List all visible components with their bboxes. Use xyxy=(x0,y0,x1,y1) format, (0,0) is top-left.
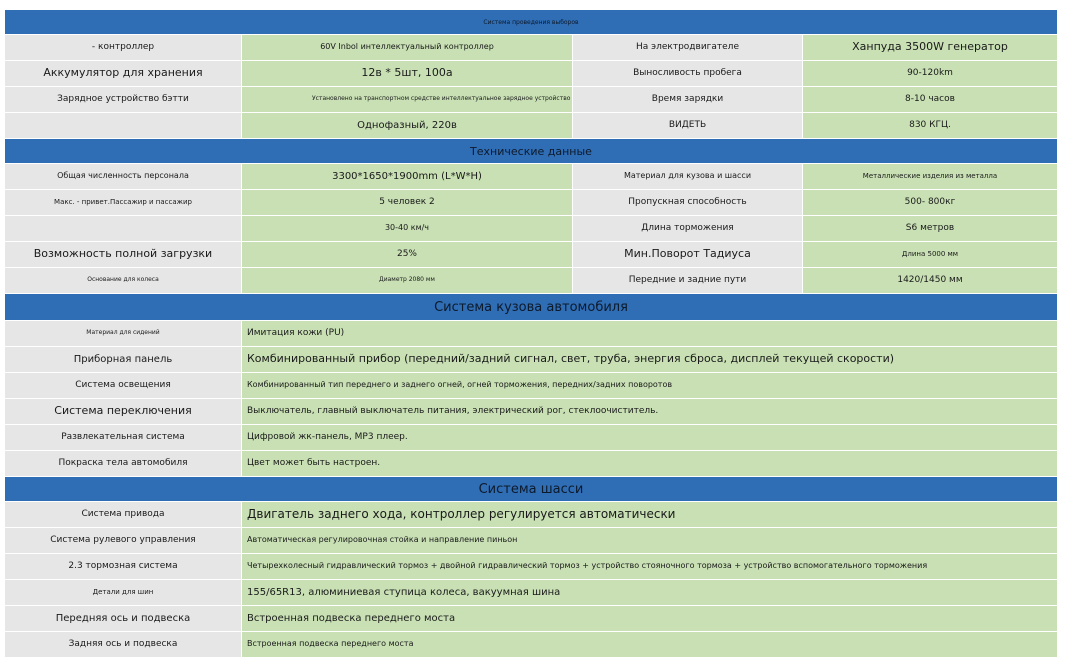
row-label: ВИДЕТЬ xyxy=(573,113,803,138)
table-row xyxy=(5,35,1057,61)
row-value: Выключатель, главный выключатель питания, электрический рог, стеклоочиститель. xyxy=(242,399,1057,424)
row-label: Мин.Поворот Тадиуса xyxy=(573,242,803,267)
row-label xyxy=(5,113,242,138)
row-value: 3300*1650*1900mm (L*W*H) xyxy=(242,164,573,189)
row-label xyxy=(5,216,242,241)
section-header-technical: Технические данные xyxy=(5,139,1057,164)
row-label: Материал для кузова и шасси xyxy=(573,164,803,189)
table-row xyxy=(5,580,1057,606)
table-row xyxy=(5,425,1057,451)
row-label: Развлекательная система xyxy=(5,425,242,450)
row-value: Однофазный, 220в xyxy=(242,113,573,138)
row-value: Ханпуда 3500W генератор xyxy=(803,35,1057,60)
table-row xyxy=(5,113,1057,139)
row-value: Встроенная подвеска переднего моста xyxy=(242,606,1057,631)
row-value: 30-40 км/ч xyxy=(242,216,573,241)
row-label: Система переключения xyxy=(5,399,242,424)
row-label: Возможность полной загрузки xyxy=(5,242,242,267)
row-value: 90-120km xyxy=(803,61,1057,86)
section-header-electrical: Система проведения выборов xyxy=(5,10,1057,35)
row-value: Длина 5000 мм xyxy=(803,242,1057,267)
row-label: Пропускная способность xyxy=(573,190,803,215)
row-label: Материал для сидений xyxy=(5,321,242,346)
row-value: Встроенная подвеска переднего моста xyxy=(242,632,1057,657)
table-row xyxy=(5,528,1057,554)
row-label: Задняя ось и подвеска xyxy=(5,632,242,657)
row-label: Система освещения xyxy=(5,373,242,398)
spec-table xyxy=(5,10,1057,658)
row-value: 155/65R13, алюминиевая ступица колеса, вакуумная шина xyxy=(242,580,1057,605)
row-label: Передняя ось и подвеска xyxy=(5,606,242,631)
row-value: Цвет может быть настроен. xyxy=(242,451,1057,476)
table-row xyxy=(5,216,1057,242)
row-value: Автоматическая регулировочная стойка и направление пиньон xyxy=(242,528,1057,553)
row-label: Время зарядки xyxy=(573,87,803,112)
row-value: 5 человек 2 xyxy=(242,190,573,215)
row-value: Установлено на транспортном средстве интеллектуальное зарядное устройство xyxy=(242,87,573,112)
row-label: 2.3 тормозная система xyxy=(5,554,242,579)
table-row xyxy=(5,502,1057,528)
table-row xyxy=(5,554,1057,580)
row-label: Общая численность персонала xyxy=(5,164,242,189)
row-value: Металлические изделия из металла xyxy=(803,164,1057,189)
row-label: Длина торможения xyxy=(573,216,803,241)
table-row xyxy=(5,268,1057,294)
row-value: 8-10 часов xyxy=(803,87,1057,112)
table-row xyxy=(5,242,1057,268)
row-label: Приборная панель xyxy=(5,347,242,372)
row-label: Макс. - привет.Пассажир и пассажир xyxy=(5,190,242,215)
row-label: Зарядное устройство бэтти xyxy=(5,87,242,112)
row-value: Комбинированный прибор (передний/задний сигнал, свет, труба, энергия сброса, дисплей текущей скорости) xyxy=(242,347,1057,372)
table-row xyxy=(5,347,1057,373)
table-row xyxy=(5,399,1057,425)
table-row xyxy=(5,190,1057,216)
row-label: Покраска тела автомобиля xyxy=(5,451,242,476)
row-value: Четырехколесный гидравлический тормоз + двойной гидравлический тормоз + устройство стояночного тормоза + устройство вспомогательного торможения xyxy=(242,554,1057,579)
row-label: Выносливость пробега xyxy=(573,61,803,86)
row-value: 25% xyxy=(242,242,573,267)
row-label: Основание для колеса xyxy=(5,268,242,293)
row-value: Двигатель заднего хода, контроллер регулируется автоматически xyxy=(242,502,1057,527)
row-label: Детали для шин xyxy=(5,580,242,605)
row-value: Диаметр 2080 мм xyxy=(242,268,573,293)
table-row xyxy=(5,606,1057,632)
table-row xyxy=(5,61,1057,87)
table-row xyxy=(5,451,1057,477)
row-value: 500- 800кг xyxy=(803,190,1057,215)
row-value: Имитация кожи (PU) xyxy=(242,321,1057,346)
row-value: 830 КГЦ. xyxy=(803,113,1057,138)
row-label: - контроллер xyxy=(5,35,242,60)
table-row xyxy=(5,164,1057,190)
section-header-body: Система кузова автомобиля xyxy=(5,294,1057,321)
row-value: 1420/1450 мм xyxy=(803,268,1057,293)
section-header-chassis: Система шасси xyxy=(5,477,1057,502)
row-label: Система привода xyxy=(5,502,242,527)
row-value: Цифровой жк-панель, MP3 плеер. xyxy=(242,425,1057,450)
row-label: Система рулевого управления xyxy=(5,528,242,553)
row-value: S6 метров xyxy=(803,216,1057,241)
table-row xyxy=(5,632,1057,658)
row-label: На электродвигателе xyxy=(573,35,803,60)
table-row xyxy=(5,87,1057,113)
row-value: 60V Inbol интеллектуальный контроллер xyxy=(242,35,573,60)
row-value: Комбинированный тип переднего и заднего огней, огней торможения, передних/задних поворотов xyxy=(242,373,1057,398)
row-value: 12в * 5шт, 100а xyxy=(242,61,573,86)
row-label: Передние и задние пути xyxy=(573,268,803,293)
row-label: Аккумулятор для хранения xyxy=(5,61,242,86)
table-row xyxy=(5,321,1057,347)
table-row xyxy=(5,373,1057,399)
